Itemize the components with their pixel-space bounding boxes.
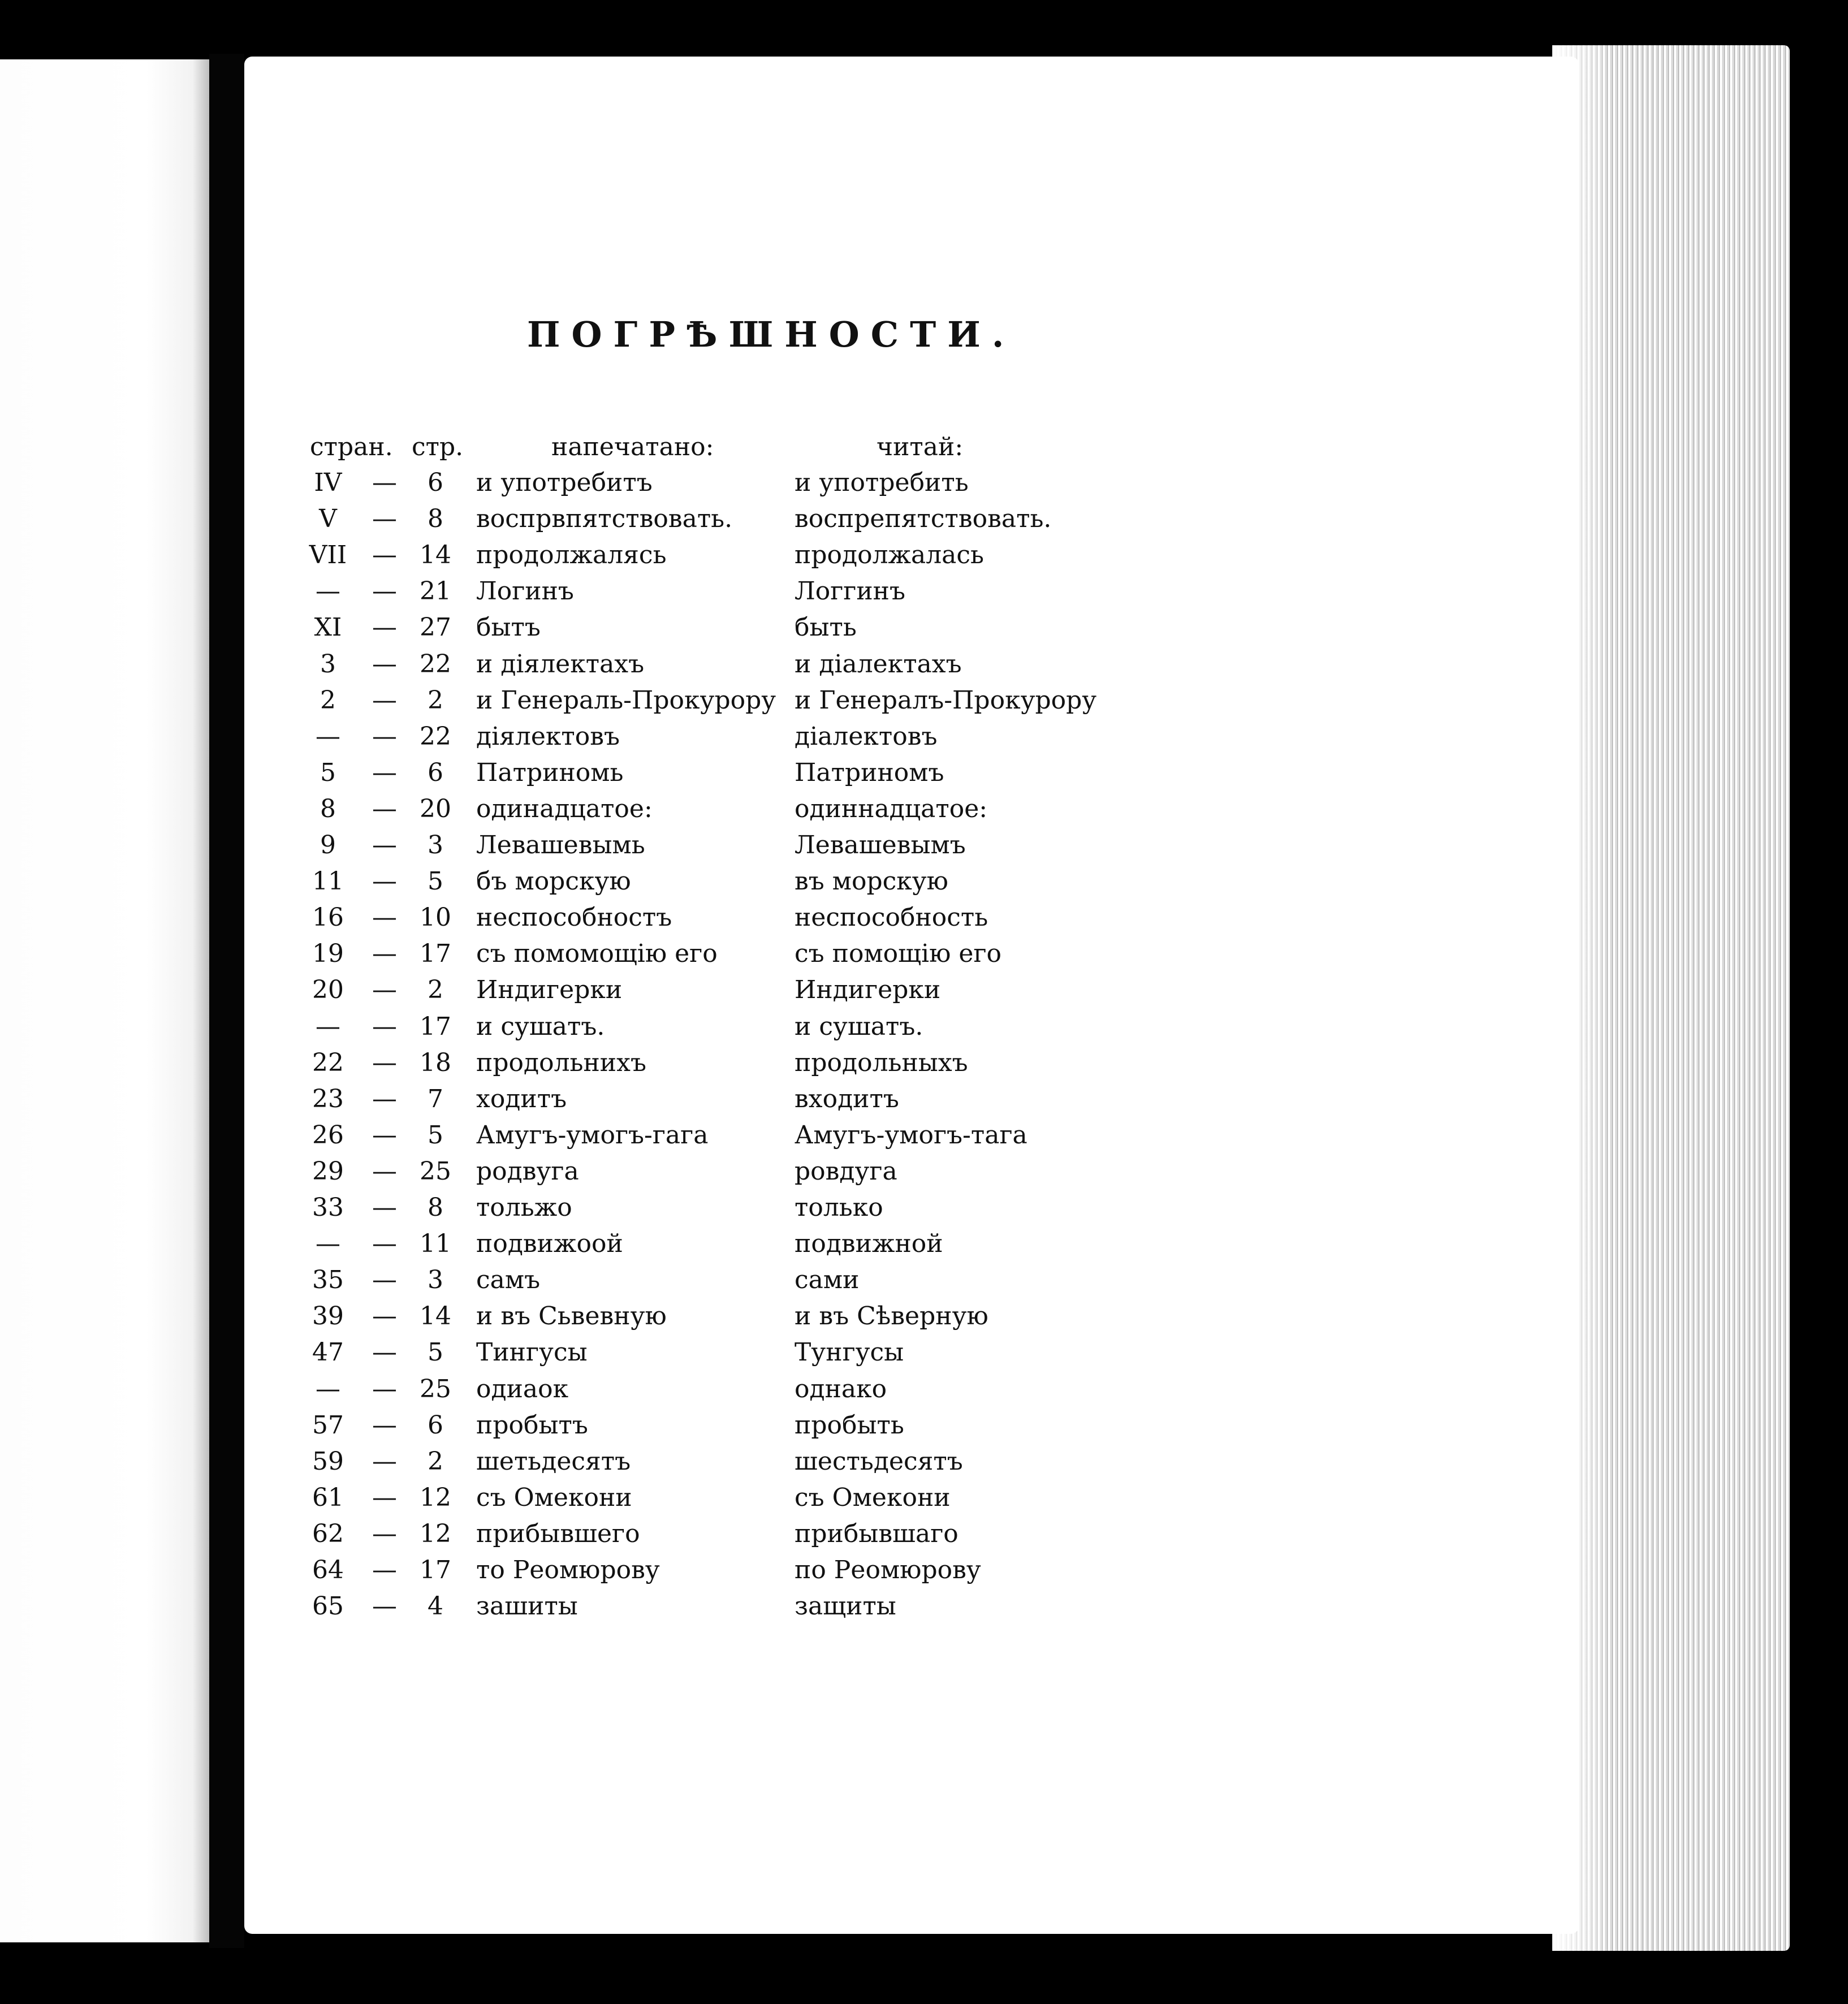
- errata-dash: —: [372, 1266, 397, 1295]
- errata-line-number: 25: [420, 1156, 451, 1186]
- errata-correct-text: подвижной: [795, 1229, 943, 1259]
- errata-correct-text: продольныхъ: [795, 1048, 968, 1077]
- errata-line-number: 2: [428, 1446, 443, 1476]
- errata-line-number: 22: [420, 649, 451, 679]
- errata-page-number: 22: [312, 1048, 344, 1077]
- errata-page-number: 47: [312, 1338, 344, 1367]
- errata-dash: —: [372, 831, 397, 860]
- errata-page-number: VII: [309, 541, 347, 570]
- errata-printed-text: зашиты: [476, 1592, 578, 1621]
- errata-correct-text: одиннадцатое:: [795, 794, 988, 823]
- errata-correct-text: Логгинъ: [795, 577, 905, 606]
- errata-printed-text: и Генераль-Прокурору: [476, 685, 776, 715]
- errata-line-number: 5: [428, 1120, 443, 1150]
- errata-correct-text: входитъ: [795, 1084, 899, 1113]
- errata-page-number: 59: [312, 1446, 344, 1476]
- errata-dash: —: [372, 1483, 397, 1512]
- errata-page-number: 16: [312, 903, 344, 932]
- errata-dash: —: [372, 794, 397, 823]
- errata-printed-text: съ Омекони: [476, 1483, 632, 1512]
- errata-correct-text: съ помощію его: [795, 939, 1002, 969]
- book-gutter: [209, 54, 244, 1948]
- errata-dash: —: [372, 1012, 397, 1041]
- errata-printed-text: неспособностъ: [476, 903, 672, 932]
- errata-line-number: 17: [420, 1556, 451, 1584]
- errata-page-number: 29: [312, 1156, 344, 1186]
- errata-correct-text: сами: [795, 1266, 860, 1295]
- errata-correct-text: быть: [795, 613, 857, 642]
- errata-correct-text: Патриномъ: [795, 758, 944, 787]
- errata-line-number: 10: [420, 903, 451, 932]
- errata-dash: —: [372, 939, 397, 969]
- errata-page-number: 3: [320, 649, 336, 679]
- errata-dash: —: [372, 758, 397, 787]
- errata-dash: —: [372, 1084, 397, 1113]
- errata-dash: —: [372, 541, 397, 570]
- errata-dash: —: [372, 649, 397, 679]
- errata-dash: —: [372, 468, 397, 497]
- errata-line-number: 21: [420, 577, 451, 606]
- errata-page-number: —: [316, 577, 340, 606]
- errata-printed-text: продольнихъ: [476, 1048, 646, 1077]
- errata-page-number: 39: [312, 1302, 344, 1331]
- errata-printed-text: и въ Сьвевную: [476, 1302, 667, 1331]
- errata-page-number: 33: [312, 1193, 344, 1222]
- errata-printed-text: шетьдесятъ: [476, 1446, 631, 1476]
- errata-printed-text: тольжо: [476, 1193, 572, 1222]
- errata-line-number: 6: [428, 468, 443, 497]
- errata-page-number: —: [316, 1374, 340, 1403]
- errata-line-number: 6: [428, 1410, 443, 1440]
- errata-printed-text: самъ: [476, 1266, 541, 1295]
- errata-line-number: 8: [428, 504, 443, 534]
- errata-dash: —: [372, 867, 397, 896]
- errata-printed-text: бытъ: [476, 613, 541, 642]
- errata-page-number: —: [316, 1012, 340, 1041]
- errata-line-number: 18: [420, 1048, 451, 1077]
- errata-page-number: 57: [312, 1410, 344, 1440]
- errata-printed-text: и употребитъ: [476, 468, 653, 497]
- errata-correct-text: ровдуга: [795, 1156, 897, 1186]
- errata-correct-text: и Генералъ-Прокурору: [795, 685, 1097, 715]
- errata-page-number: 9: [320, 831, 336, 860]
- errata-correct-text: съ Омекони: [795, 1483, 951, 1512]
- errata-page-number: 19: [312, 939, 344, 969]
- errata-line-number: 8: [428, 1193, 443, 1222]
- errata-line-number: 6: [428, 758, 443, 787]
- errata-page-number: 2: [320, 685, 336, 715]
- errata-line-number: 3: [428, 1266, 443, 1295]
- errata-dash: —: [372, 1229, 397, 1259]
- errata-page-number: XI: [314, 613, 342, 642]
- errata-correct-text: Левашевымъ: [795, 831, 966, 860]
- errata-dash: —: [372, 1156, 397, 1186]
- errata-printed-text: Логинъ: [476, 577, 574, 606]
- errata-printed-text: родвуга: [476, 1156, 579, 1186]
- errata-line-number: 14: [420, 541, 451, 570]
- errata-printed-text: Тингусы: [476, 1338, 588, 1367]
- errata-line-number: 5: [428, 867, 443, 896]
- errata-line-number: 27: [420, 613, 451, 642]
- errata-line-number: 12: [420, 1519, 451, 1548]
- errata-page-number: —: [316, 1229, 340, 1259]
- errata-dash: —: [372, 1120, 397, 1150]
- errata-printed-text: воспрвпятствовать.: [476, 504, 733, 534]
- errata-dash: —: [372, 1048, 397, 1077]
- errata-page-number: IV: [314, 468, 342, 497]
- errata-line-number: 5: [428, 1338, 443, 1367]
- errata-printed-text: то Реомюрову: [476, 1556, 660, 1584]
- errata-line-number: 3: [428, 831, 443, 860]
- errata-printed-text: съ помомощію его: [476, 939, 718, 969]
- left-page-edge: [0, 59, 209, 1942]
- errata-page-number: —: [316, 722, 340, 751]
- errata-dash: —: [372, 685, 397, 715]
- errata-line-number: 2: [428, 685, 443, 715]
- errata-dash: —: [372, 1374, 397, 1403]
- errata-dash: —: [372, 1556, 397, 1584]
- errata-dash: —: [372, 1338, 397, 1367]
- errata-page-number: 11: [312, 867, 344, 896]
- errata-dash: —: [372, 1446, 397, 1476]
- errata-page-number: 5: [320, 758, 336, 787]
- errata-printed-text: Патриномь: [476, 758, 624, 787]
- errata-correct-text: неспособность: [795, 903, 988, 932]
- errata-correct-text: и въ Сѣверную: [795, 1302, 988, 1331]
- errata-printed-text: и сушатъ.: [476, 1012, 605, 1041]
- errata-dash: —: [372, 1410, 397, 1440]
- header-read: читай:: [876, 433, 964, 461]
- errata-printed-text: и діялектахъ: [476, 649, 645, 679]
- errata-correct-text: и діалектахъ: [795, 649, 962, 679]
- errata-printed-text: пробытъ: [476, 1410, 588, 1440]
- errata-line-number: 17: [420, 1012, 451, 1041]
- errata-line-number: 4: [428, 1592, 443, 1621]
- errata-dash: —: [372, 1302, 397, 1331]
- errata-correct-text: Амугъ-умогъ-тага: [795, 1120, 1027, 1150]
- errata-line-number: 2: [428, 975, 443, 1005]
- errata-printed-text: Амугъ-умогъ-гага: [476, 1120, 709, 1150]
- errata-correct-text: по Реомюрову: [795, 1556, 981, 1584]
- errata-correct-text: только: [795, 1193, 883, 1222]
- errata-dash: —: [372, 975, 397, 1005]
- errata-dash: —: [372, 577, 397, 606]
- errata-printed-text: подвижоой: [476, 1229, 623, 1259]
- errata-printed-text: Левашевымь: [476, 831, 645, 860]
- errata-correct-text: прибывшаго: [795, 1519, 958, 1548]
- errata-printed-text: одиаок: [476, 1374, 569, 1403]
- errata-page-number: 26: [312, 1120, 344, 1150]
- page-block-edges: [1552, 45, 1790, 1951]
- page-title: ПОГРѢШНОСТИ.: [527, 314, 1016, 355]
- errata-page-number: 8: [320, 794, 336, 823]
- errata-correct-text: и употребить: [795, 468, 969, 497]
- errata-page-number: V: [319, 504, 337, 534]
- header-page: стран.: [310, 433, 393, 461]
- errata-dash: —: [372, 613, 397, 642]
- errata-correct-text: однако: [795, 1374, 887, 1403]
- errata-printed-text: бъ морскую: [476, 867, 631, 896]
- errata-printed-text: прибывшего: [476, 1519, 640, 1548]
- errata-dash: —: [372, 1193, 397, 1222]
- errata-correct-text: Тунгусы: [795, 1338, 904, 1367]
- errata-dash: —: [372, 903, 397, 932]
- errata-printed-text: продолжалясь: [476, 541, 667, 570]
- errata-dash: —: [372, 1592, 397, 1621]
- errata-page-number: 23: [312, 1084, 344, 1113]
- errata-correct-text: діалектовъ: [795, 722, 938, 751]
- errata-line-number: 20: [420, 794, 451, 823]
- errata-correct-text: продолжалась: [795, 541, 985, 570]
- errata-correct-text: защиты: [795, 1592, 896, 1621]
- errata-line-number: 22: [420, 722, 451, 751]
- errata-line-number: 7: [428, 1084, 443, 1113]
- errata-printed-text: Индигерки: [476, 975, 623, 1005]
- header-printed: напечатано:: [551, 433, 714, 461]
- errata-page-number: 20: [312, 975, 344, 1005]
- errata-printed-text: одинадцатое:: [476, 794, 653, 823]
- errata-correct-text: и сушатъ.: [795, 1012, 923, 1041]
- errata-correct-text: въ морскую: [795, 867, 948, 896]
- errata-page-number: 35: [312, 1266, 344, 1295]
- errata-dash: —: [372, 722, 397, 751]
- errata-line-number: 14: [420, 1302, 451, 1331]
- errata-dash: —: [372, 504, 397, 534]
- errata-line-number: 11: [420, 1229, 451, 1259]
- errata-page-number: 62: [312, 1519, 344, 1548]
- errata-printed-text: діялектовъ: [476, 722, 620, 751]
- errata-line-number: 25: [420, 1374, 451, 1403]
- errata-line-number: 17: [420, 939, 451, 969]
- errata-correct-text: пробыть: [795, 1410, 904, 1440]
- errata-page-number: 64: [312, 1556, 344, 1584]
- header-line: стр.: [412, 433, 464, 461]
- errata-dash: —: [372, 1519, 397, 1548]
- errata-correct-text: шестьдесятъ: [795, 1446, 963, 1476]
- errata-page-number: 65: [312, 1592, 344, 1621]
- errata-page-number: 61: [312, 1483, 344, 1512]
- errata-printed-text: ходитъ: [476, 1084, 567, 1113]
- errata-correct-text: Индигерки: [795, 975, 941, 1005]
- errata-correct-text: воспрепятствовать.: [795, 504, 1052, 534]
- errata-line-number: 12: [420, 1483, 451, 1512]
